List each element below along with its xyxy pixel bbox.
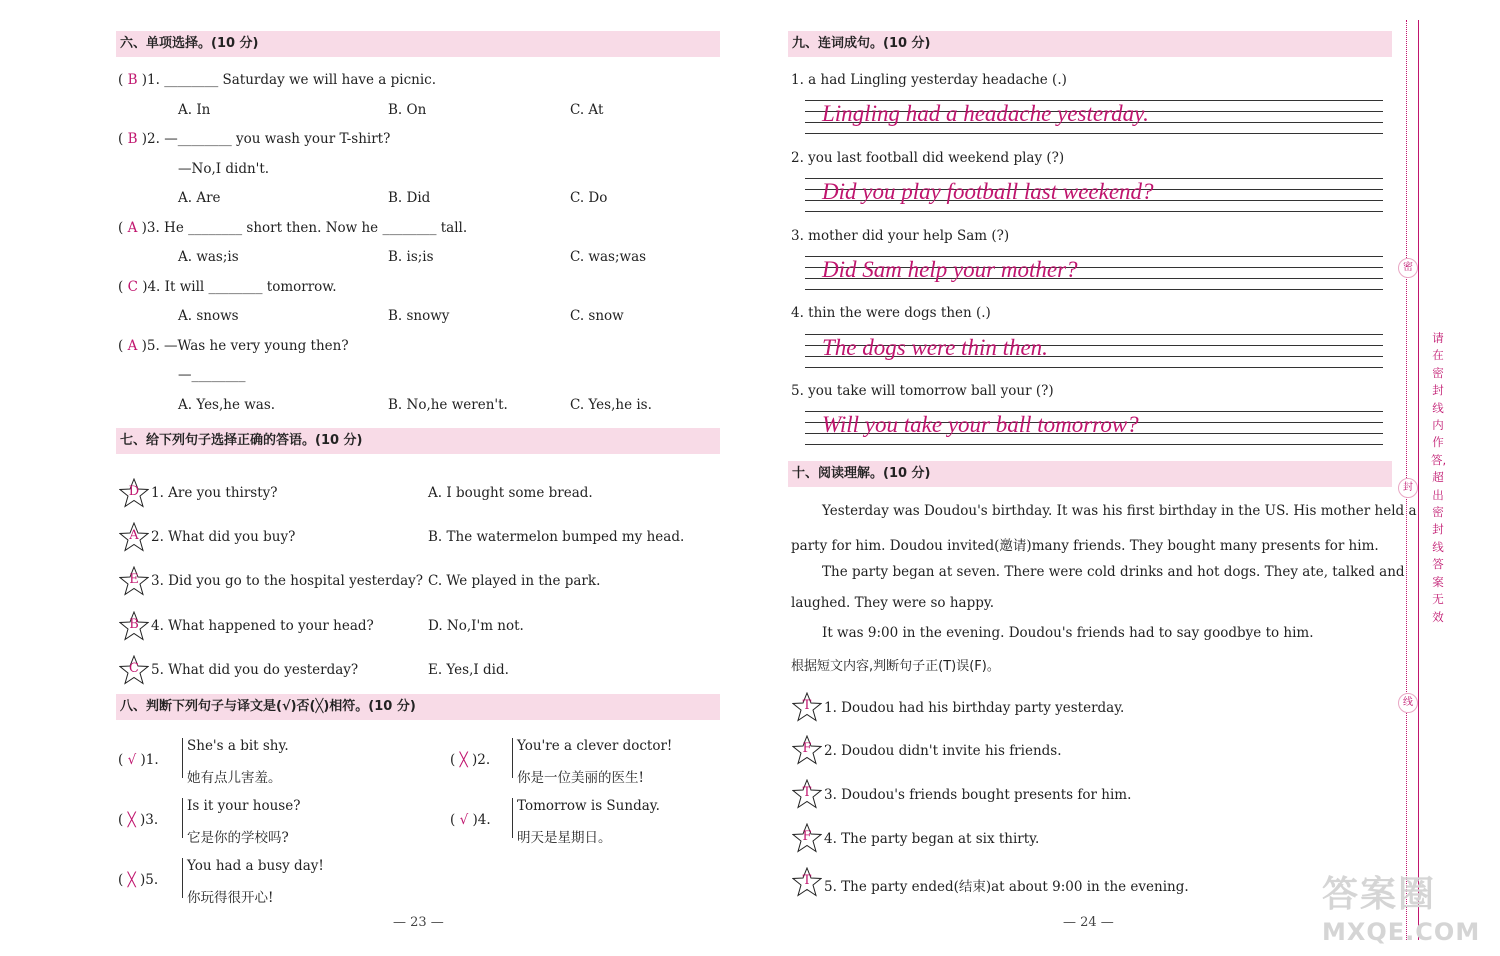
mc-question-5: ( A )5. —Was he very young then?	[118, 338, 349, 354]
section-8-header: 八、判断下列句子与译文是(√)否(╳)相符。(10 分)	[116, 694, 720, 720]
answer-star	[792, 867, 822, 897]
answer-star	[119, 611, 149, 641]
reading-statement: 4. The party began at six thirty.	[824, 831, 1040, 847]
mc-answer-4: C	[127, 279, 138, 295]
tf-reading-answer: T	[802, 873, 812, 888]
mc-question-2: ( B )2. —________ you wash your T-shirt?	[118, 131, 391, 147]
section-10-header: 十、阅读理解。(10 分)	[788, 461, 1392, 487]
match-question: 4. What happened to your head?	[151, 618, 374, 634]
answer-star	[792, 692, 822, 722]
tf-chinese: 你玩得很开心!	[187, 890, 274, 906]
match-choice: C. We played in the park.	[428, 573, 601, 589]
mc-stem-2: 2. —________ you wash your T-shirt?	[147, 131, 391, 147]
answer-star	[792, 735, 822, 765]
mc-answer-2: B	[127, 131, 138, 147]
mc-option: C. was;was	[570, 249, 647, 265]
mc-answer-3: A	[127, 220, 138, 236]
mc-option: B. Did	[388, 190, 431, 206]
match-question: 1. Are you thirsty?	[151, 485, 278, 501]
scrambled-words-5: 5. you take will tomorrow ball your (?)	[791, 383, 1054, 399]
tf-number: 1.	[145, 752, 159, 768]
tf-number: 4.	[477, 812, 491, 828]
tf-number: 3.	[145, 812, 159, 828]
tf-answer: √	[127, 752, 137, 768]
passage-line: The party began at seven. There were cold drinks and hot dogs. They ate, talked and	[822, 564, 1405, 580]
scrambled-words-2: 2. you last football did weekend play (?)	[791, 150, 1065, 166]
match-answer: E	[129, 572, 139, 587]
mc-answer-1: B	[127, 72, 138, 88]
mc-option: A. Are	[178, 190, 221, 206]
match-question: 3. Did you go to the hospital yesterday?	[151, 573, 424, 589]
page-number-left: — 23 —	[393, 915, 444, 930]
tf-english: You're a clever doctor!	[517, 738, 673, 754]
section-7-header: 七、给下列句子选择正确的答语。(10 分)	[116, 428, 720, 454]
mc-stem-5: 5. —Was he very young then?	[146, 338, 349, 354]
match-choice: D. No,I'm not.	[428, 618, 524, 634]
section-6-header: 六、单项选择。(10 分)	[116, 31, 720, 57]
seal-mark: 线	[1398, 693, 1418, 713]
answer-sentence-1: Lingling had a headache yesterday.	[822, 101, 1149, 126]
match-question: 2. What did you buy?	[151, 529, 296, 545]
mc-option: C. At	[570, 102, 604, 118]
reading-statement: 2. Doudou didn't invite his friends.	[824, 743, 1062, 759]
mc-option: A. was;is	[178, 249, 239, 265]
watermark-logo: 答案圈	[1322, 874, 1437, 915]
tf-english: She's a bit shy.	[187, 738, 289, 754]
match-choice: B. The watermelon bumped my head.	[428, 529, 685, 545]
answer-star	[119, 566, 149, 596]
passage-line: Yesterday was Doudou's birthday. It was his first birthday in the US. His mother held a	[822, 503, 1417, 519]
tf-reading-answer: T	[802, 698, 812, 713]
mc-dialog-line: —No,I didn't.	[178, 161, 270, 177]
answer-sentence-4: The dogs were thin then.	[822, 335, 1048, 360]
tf-mark-1: ( √ )1.	[118, 752, 159, 768]
watermark-site: MXQE.COM	[1322, 918, 1481, 946]
seal-mark: 密	[1398, 258, 1418, 278]
mc-option: C. Yes,he is.	[570, 397, 652, 413]
mc-answer-5: A	[127, 338, 138, 354]
answer-star	[792, 823, 822, 853]
mc-option: B. On	[388, 102, 427, 118]
mc-question-4: ( C )4. It will ________ tomorrow.	[118, 279, 337, 295]
tf-english: Tomorrow is Sunday.	[517, 798, 660, 814]
answer-star	[119, 478, 149, 508]
tf-chinese: 明天是星期日。	[517, 830, 612, 846]
tf-answer: ╳	[459, 752, 468, 768]
passage-line: party for him. Doudou invited(邀请)many friends. They bought many presents for him.	[791, 538, 1379, 554]
scrambled-words-1: 1. a had Lingling yesterday headache (.)	[791, 72, 1067, 88]
mc-option: A. In	[178, 102, 211, 118]
answer-star	[792, 779, 822, 809]
answer-sentence-2: Did you play football last weekend?	[822, 179, 1154, 204]
mc-option: A. Yes,he was.	[178, 397, 276, 413]
mc-stem-1: 1. ________ Saturday we will have a picnic.	[147, 72, 436, 88]
mc-option: C. snow	[570, 308, 624, 324]
tf-chinese: 她有点儿害羞。	[187, 770, 282, 786]
tf-mark-4: ( √ )4.	[450, 812, 491, 828]
tf-mark-5: ( ╳ )5.	[118, 872, 159, 888]
seal-notice: 请在密封线内作答,超出密封线答案无效	[1431, 331, 1447, 624]
tf-mark-2: ( ╳ )2.	[450, 752, 491, 768]
match-answer: D	[128, 484, 140, 499]
tf-reading-answer: F	[802, 829, 812, 844]
match-choice: A. I bought some bread.	[428, 485, 593, 501]
page-number-right: — 24 —	[1063, 915, 1114, 930]
tf-chinese: 它是你的学校吗?	[187, 830, 289, 846]
mc-question-1: ( B )1. ________ Saturday we will have a picnic.	[118, 72, 436, 88]
mc-option: B. No,he weren't.	[388, 397, 508, 413]
scrambled-words-4: 4. thin the were dogs then (.)	[791, 305, 991, 321]
mc-stem-3: 3. He ________ short then. Now he ________ tall.	[146, 220, 468, 236]
mc-dialog-line: —________	[178, 367, 246, 383]
tf-answer: ╳	[127, 812, 136, 828]
seal-mark: 封	[1398, 478, 1418, 498]
tf-number: 5.	[145, 872, 159, 888]
mc-option: C. Do	[570, 190, 608, 206]
seal-solid-line	[1418, 20, 1419, 940]
answer-sentence-3: Did Sam help your mother?	[822, 257, 1078, 282]
tf-answer: √	[459, 812, 469, 828]
scrambled-words-3: 3. mother did your help Sam (?)	[791, 228, 1010, 244]
match-choice: E. Yes,I did.	[428, 662, 509, 678]
tf-answer: ╳	[127, 872, 136, 888]
mc-option: B. snowy	[388, 308, 450, 324]
match-answer: A	[129, 528, 139, 543]
answer-star	[119, 655, 149, 685]
match-answer: B	[129, 617, 139, 632]
mc-option: A. snows	[178, 308, 239, 324]
mc-option: B. is;is	[388, 249, 434, 265]
mc-question-3: ( A )3. He ________ short then. Now he ________ tall.	[118, 220, 468, 236]
reading-instruction: 根据短文内容,判断句子正(T)误(F)。	[791, 659, 1000, 674]
reading-statement: 3. Doudou's friends bought presents for him.	[824, 787, 1132, 803]
tf-reading-answer: F	[802, 741, 812, 756]
tf-english: You had a busy day!	[187, 858, 324, 874]
mc-stem-4: 4. It will ________ tomorrow.	[147, 279, 337, 295]
tf-mark-3: ( ╳ )3.	[118, 812, 159, 828]
match-answer: C	[129, 661, 139, 676]
passage-line: It was 9:00 in the evening. Doudou's friends had to say goodbye to him.	[822, 625, 1314, 641]
answer-sentence-5: Will you take your ball tomorrow?	[822, 412, 1139, 437]
section-9-header: 九、连词成句。(10 分)	[788, 31, 1392, 57]
tf-reading-answer: T	[802, 785, 812, 800]
reading-statement: 5. The party ended(结束)at about 9:00 in the evening.	[824, 879, 1189, 895]
match-question: 5. What did you do yesterday?	[151, 662, 359, 678]
tf-number: 2.	[477, 752, 491, 768]
tf-chinese: 你是一位美丽的医生!	[517, 770, 644, 786]
passage-line: laughed. They were so happy.	[791, 595, 994, 611]
reading-statement: 1. Doudou had his birthday party yesterday.	[824, 700, 1125, 716]
tf-english: Is it your house?	[187, 798, 301, 814]
answer-star	[119, 522, 149, 552]
